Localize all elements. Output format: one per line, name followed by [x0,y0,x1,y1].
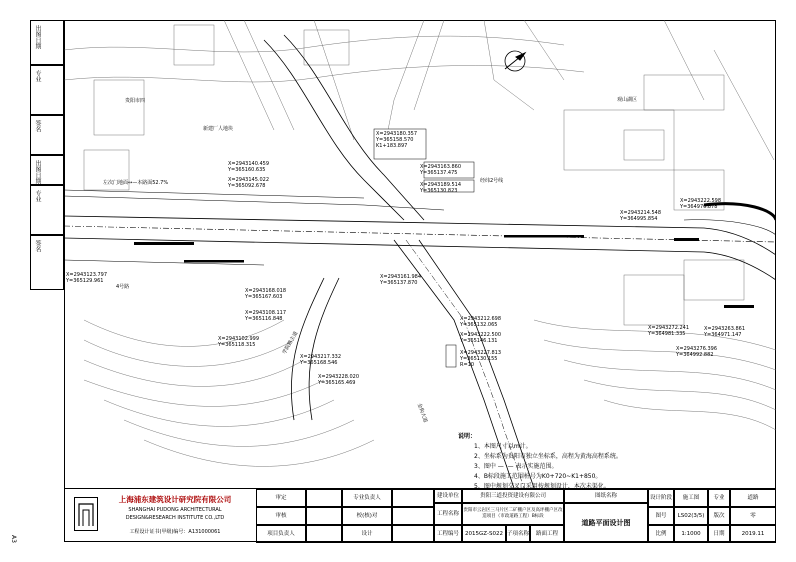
label-design-stage: 设计阶段 [648,489,674,507]
label-version: 版次 [708,507,730,525]
coord-label: X=2943227.813 Y=365130.155 R=10 [460,350,502,368]
coord-label: X=2943212.698 Y=365132.065 [460,316,502,328]
scale: 1:1000 [674,525,708,543]
coord-label: X=2943140.459 Y=365160.635 [228,161,270,173]
client-name: 贵阳三道投资建设有限公司 [462,489,564,503]
subproject-name: 路面工程 [530,525,564,543]
coord-label: X=2943123.797 Y=365129.961 [66,272,108,284]
company-name: 上海浦东建筑设计研究院有限公司 [118,494,232,504]
map-label: 贵阳市四 [125,98,146,104]
coord-label: X=2943217.332 Y=365168.546 [300,354,342,366]
coord-label: X=2943189.514 Y=365130.823 [420,182,462,194]
company-name-en-2: DESIGN&RESEARCH INSTITUTE CO.,LTD [125,514,225,521]
label-project-no: 工程编号 [434,525,462,543]
company-name-en-1: SHANGHAI PUDONG ARCHITECTURAL [128,506,222,513]
drawing-name: 道路平面设计图 [564,503,648,543]
coord-label: X=2943102.999 Y=365118.315 [218,336,260,348]
note-item: 2、坐标系为贵阳市独立坐标系，高程为黄海高程系统。 [474,453,622,460]
map-label: 左次门地面↔—本路面52.7% [103,180,169,186]
label-drawing-name: 图纸名称 [564,489,648,503]
sidebar-cell: 专业 [30,65,64,115]
coord-label: X=2943276.396 Y=364992.882 [676,346,718,358]
coord-label: X=2943161.984 Y=365137.870 [380,274,422,286]
coord-label: X=2943168.018 Y=365167.603 [245,288,287,300]
version: 零 [730,507,776,525]
note-item: 4、B标段施工范围桩号为K0+720~K1+850。 [474,473,602,480]
drawing-number: LS02(3/5) [674,507,708,525]
map-label: 新建厂人地块 [203,126,234,132]
value-cell [392,525,434,543]
label-project-lead: 项目负责人 [256,525,306,543]
date: 2019.11 [730,525,776,543]
license-number: 工程设计证书(甲级)编号：A131000061 [129,528,221,535]
label-discipline-lead: 专业负责人 [342,489,392,507]
value-cell [306,507,342,525]
label-discipline: 专业 [708,489,730,507]
note-item: 5、图中规划交叉口采用按规划设计，本次未渠化。 [474,483,610,490]
coord-label: X=2943214.548 Y=364995.854 [620,210,662,222]
label-scale: 比例 [648,525,674,543]
label-drawing-no: 图号 [648,507,674,525]
coord-label: X=2943163.860 Y=365137.475 [420,164,462,176]
company-logo [74,497,98,531]
design-notes [458,432,622,492]
note-item: 3、图中 — ·— 表示实施范围。 [474,463,558,470]
coord-label: X=2943222.598 Y=364976.878 [680,198,722,210]
coord-label: X=2943108.117 Y=365116.848 [245,310,287,322]
sidebar-cell: 出图日期 [30,20,64,65]
label-approve: 审定 [256,489,306,507]
label-client: 建设单位 [434,489,462,503]
design-stage: 施工图 [674,489,708,507]
coord-label: X=2943145.022 Y=365092.678 [228,177,270,189]
map-label: 4号路 [116,284,130,290]
coord-label: X=2943263.861 Y=364971.147 [704,326,746,338]
value-cell [392,507,434,525]
north-arrow-icon [505,51,525,71]
label-review: 审核 [256,507,306,525]
value-cell [306,489,342,507]
sidebar-cell: 签名 [30,115,64,155]
label-design: 设计 [342,525,392,543]
coord-label: X=2943180.357 Y=365158.570 K1+183.897 [376,131,418,149]
title-block [64,488,776,543]
coord-label: X=2943222.500 Y=365146.131 [460,332,502,344]
signature-sidebar [30,20,64,290]
project-number: 2015GZ-S022 [462,525,506,543]
map-label: 观山湖区 [617,97,638,103]
coord-label: X=2943272.241 Y=364981.335 [648,325,690,337]
label-subproject: 子项名称 [506,525,530,543]
value-cell [392,489,434,507]
label-check: 校(核)对 [342,507,392,525]
map-label: 经纬2号线 [480,178,504,184]
label-project: 工程名称 [434,503,462,525]
map-label: 金钩大道 [415,402,429,424]
label-date: 日期 [708,525,730,543]
sidebar-cell: 专业 [30,185,64,235]
paper-size: A3 [10,535,17,543]
note-item: 1、本图尺寸以m计。 [474,443,532,450]
coord-label: X=2943228.020 Y=365165.469 [318,374,360,386]
discipline: 道路 [730,489,776,507]
sidebar-cell: 出图日期 [30,155,64,185]
notes-title: 说明： [458,433,477,440]
value-cell [306,525,342,543]
project-name: 贵阳市云岩区三马片区二矿棚户区及高坪棚户区改造项目（市政道路工程）B标段 [462,503,564,525]
map-label: 学院路主道 [281,330,300,356]
sidebar-cell: 签名 [30,235,64,290]
